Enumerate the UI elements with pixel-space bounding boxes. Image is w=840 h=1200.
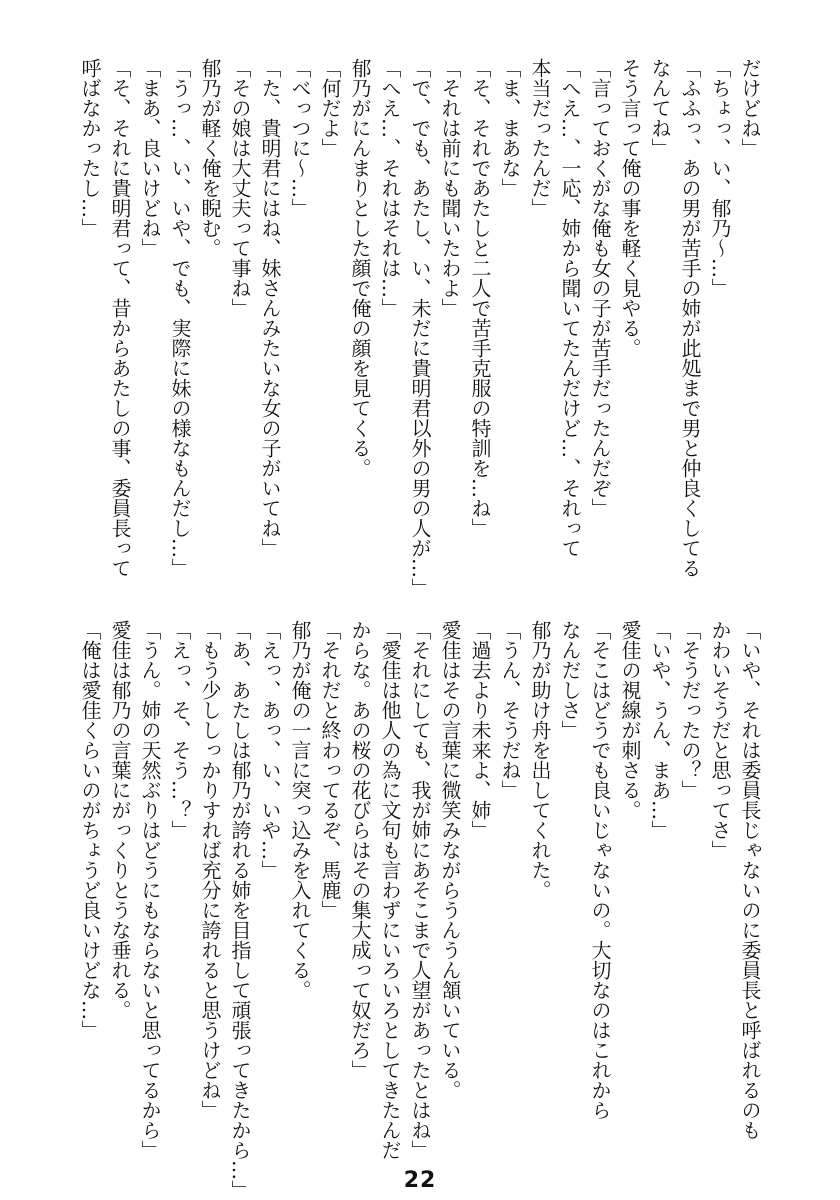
text-line: 「そ、それであたしと二人で苦手克服の特訓を…ね」 xyxy=(468,58,492,538)
text-line: 「えっ、そ、そう…？」 xyxy=(168,620,192,840)
text-line: 「うん、そうだね」 xyxy=(498,620,522,800)
text-line: からな。あの桜の花びらはその集大成って奴だろ」 xyxy=(348,620,372,1080)
text-line: 呼ばなかったし…」 xyxy=(78,58,102,238)
text-line: 「俺は愛佳くらいのがちょうど良いけどな…」 xyxy=(78,620,102,1040)
text-line: 「あ、あたしは郁乃が誇れる姉を目指して頑張ってきたから…」 xyxy=(228,620,252,1200)
text-line: 郁乃が助け舟を出してくれた。 xyxy=(528,620,552,900)
text-line: 郁乃が俺の一言に突っ込みを入れてくる。 xyxy=(288,620,312,1000)
text-line: なんてね」 xyxy=(648,58,672,158)
text-line: 「た、貴明君にはね、妹さんみたいな女の子がいてね」 xyxy=(258,58,282,558)
text-line: 本当だったんだ」 xyxy=(528,58,552,218)
text-line: 「それだと終わってるぞ、馬鹿」 xyxy=(318,620,342,920)
text-line: 愛佳は郁乃の言葉にがっくりとうな垂れる。 xyxy=(108,620,132,1020)
text-line: 「ちょっ、い、郁乃～…」 xyxy=(708,58,732,298)
text-line: 「そうだったの？」 xyxy=(678,620,702,800)
text-line: 「過去より未来よ、姉」 xyxy=(468,620,492,840)
text-line: そう言って俺の事を軽く見やる。 xyxy=(618,58,642,358)
text-line: 「ま、まあな」 xyxy=(498,58,522,198)
text-line: 郁乃が軽く俺を睨む。 xyxy=(198,58,222,258)
text-line: 「へえ…、それはそれは…」 xyxy=(378,58,402,318)
text-line: 「で、でも、あたし、い、未だに貴明君以外の男の人が…」 xyxy=(408,58,432,598)
text-line: なんだしさ」 xyxy=(558,620,582,740)
text-line: 「いや、それは委員長じゃないのに委員長と呼ばれるのも xyxy=(738,620,762,1140)
text-line: 「もう少ししっかりすれば充分に誇れると思うけどね」 xyxy=(198,620,222,1120)
text-line: 「うん。姉の天然ぶりはどうにもならないと思ってるから」 xyxy=(138,620,162,1160)
text-line: 「それにしても、我が姉にあそこまで人望があったとはね」 xyxy=(408,620,432,1160)
text-line: かわいそうだと思ってさ」 xyxy=(708,620,732,860)
text-line: 「べっつに～…」 xyxy=(288,58,312,218)
text-line: 愛佳はその言葉に微笑みながらうんうん頷いている。 xyxy=(438,620,462,1100)
text-line: だけどね」 xyxy=(738,58,762,158)
text-line: 「その娘は大丈夫って事ね」 xyxy=(228,58,252,318)
text-line: 「うっ…、い、いや、でも、実際に妹の様なもんだし…」 xyxy=(168,58,192,578)
text-line: 愛佳の視線が刺さる。 xyxy=(618,620,642,820)
text-line: 「何だよ」 xyxy=(318,58,342,158)
text-line: 「へえ…、一応、姉から聞いてたんだけど…、それって xyxy=(558,58,582,558)
text-line: 「それは前にも聞いたわよ」 xyxy=(438,58,462,318)
text-line: 「いや、うん、まあ…」 xyxy=(648,620,672,840)
text-line: 「ふふっ、あの男が苦手の姉が此処まで男と仲良くしてる xyxy=(678,58,702,578)
text-line: 「まあ、良いけどね」 xyxy=(138,58,162,258)
text-line: 「そこはどうでも良いじゃないの。大切なのはこれから xyxy=(588,620,612,1120)
text-line: 「愛佳は他人の為に文句も言わずにいろいろとしてきたんだ xyxy=(378,620,402,1160)
text-line: 「えっ、あっ、い、いや…」 xyxy=(258,620,282,880)
page-number: 22 xyxy=(403,1168,437,1193)
text-line: 「そ、それに貴明君って、昔からあたしの事、委員長って xyxy=(108,58,132,578)
text-line: 郁乃がにんまりとした顔で俺の顔を見てくる。 xyxy=(348,58,372,478)
text-line: 「言っておくがな俺も女の子が苦手だったんだぞ」 xyxy=(588,58,612,518)
upper-text-block xyxy=(75,58,765,598)
